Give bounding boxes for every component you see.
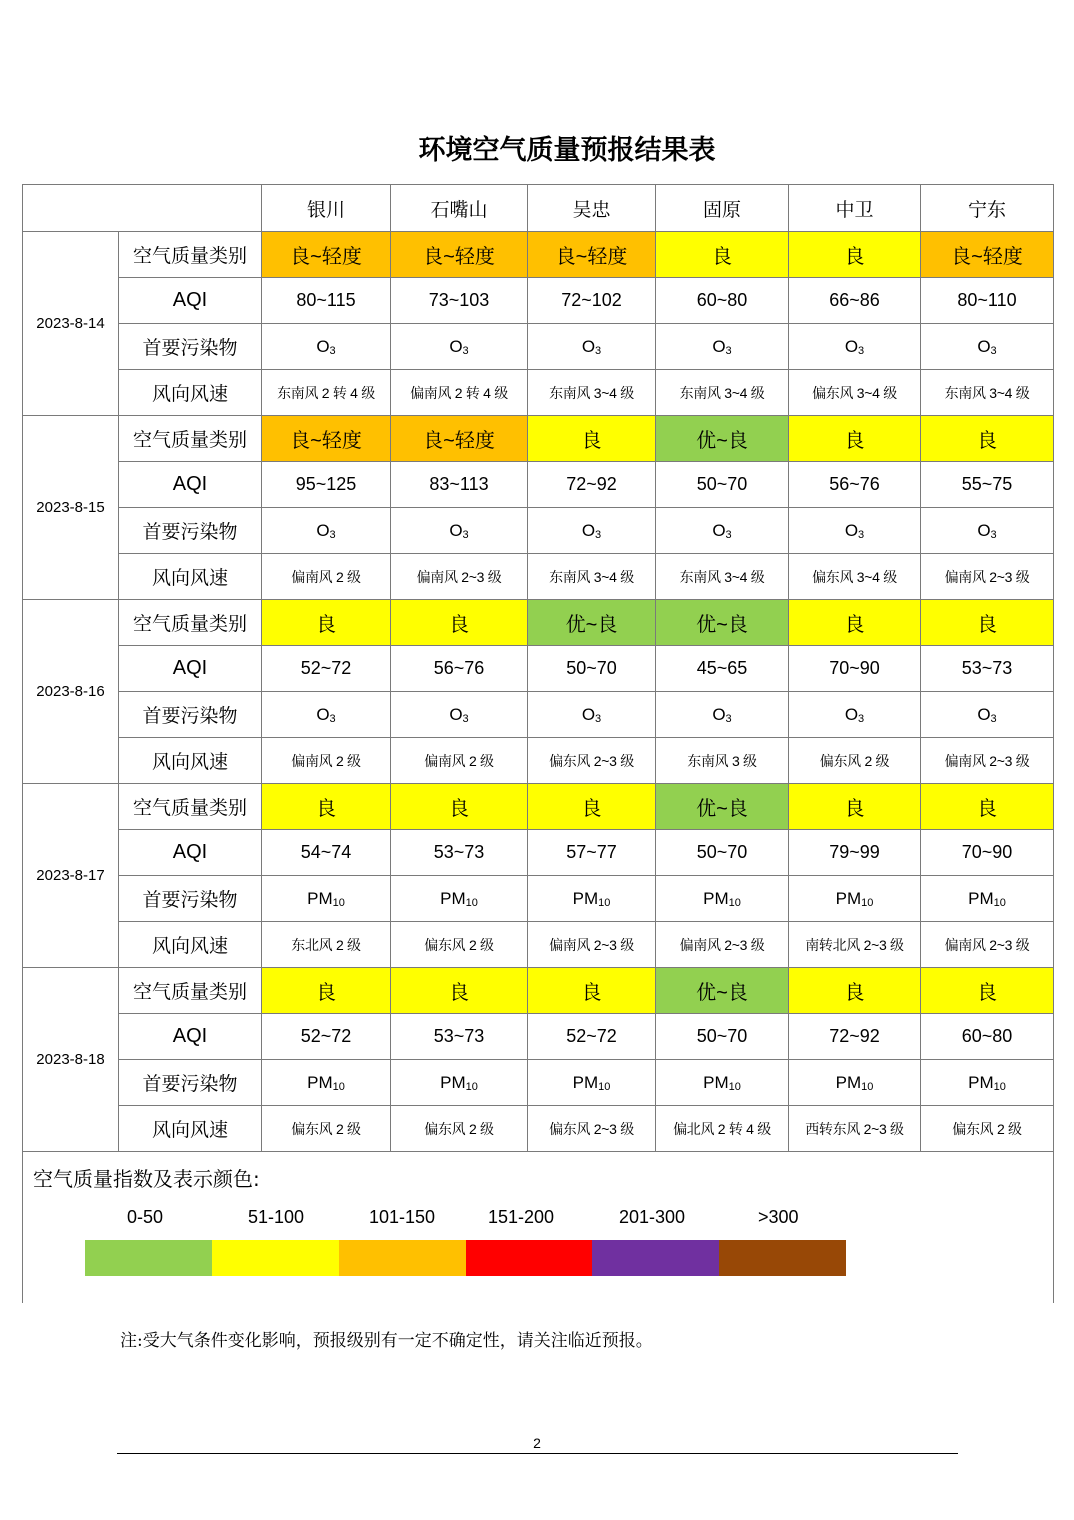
aqi-color-legend: [22, 1151, 1054, 1303]
legend-range-label: >300: [758, 1207, 799, 1227]
pollutant-subscript: 3: [462, 344, 469, 357]
pollutant-base: O: [581, 520, 596, 540]
table-row: [23, 1014, 1054, 1060]
metric-label: 风向风速: [119, 1106, 262, 1152]
city-header: 银川: [262, 185, 391, 232]
pollutant-subscript: 10: [598, 1080, 611, 1093]
legend-color-swatch: [592, 1240, 719, 1276]
pollutant-base: O: [316, 704, 330, 724]
wind-cell: 偏东风 3~4 级: [789, 370, 921, 416]
pollutant-cell: [656, 692, 789, 738]
pollutant-cell: [789, 324, 921, 370]
pollutant-cell: [528, 692, 656, 738]
aqi-cell: 45~65: [656, 646, 789, 692]
city-header: 石嘴山: [391, 185, 528, 232]
aqi-cell: 55~75: [921, 462, 1054, 508]
quality-cell: 优~良: [656, 784, 789, 830]
quality-cell: 良: [528, 784, 656, 830]
pollutant-cell: [262, 324, 391, 370]
pollutant-base: O: [977, 336, 991, 356]
quality-cell: 良: [262, 968, 391, 1014]
aqi-cell: 56~76: [789, 462, 921, 508]
aqi-cell: 60~80: [921, 1014, 1054, 1060]
wind-cell: 西转东风 2~3 级: [789, 1106, 921, 1152]
pollutant-subscript: 3: [990, 712, 997, 725]
pollutant-subscript: 3: [990, 344, 997, 357]
metric-label: 首要污染物: [119, 508, 262, 554]
quality-cell: 优~良: [656, 416, 789, 462]
pollutant-cell: [391, 692, 528, 738]
legend-range-label: 101-150: [369, 1207, 436, 1227]
table-row: [23, 416, 1054, 462]
pollutant-cell: [262, 692, 391, 738]
aqi-cell: 50~70: [656, 1014, 789, 1060]
table-row: [23, 1106, 1054, 1152]
pollutant-base: O: [712, 704, 726, 724]
pollutant-subscript: 3: [858, 344, 865, 357]
pollutant-cell: [391, 508, 528, 554]
pollutant-base: PM: [307, 888, 333, 908]
wind-cell: 偏南风 2 级: [262, 738, 391, 784]
pollutant-subscript: 3: [725, 528, 732, 541]
pollutant-cell: [528, 1060, 656, 1106]
aqi-cell: 60~80: [656, 278, 789, 324]
pollutant-cell: [262, 508, 391, 554]
pollutant-subscript: 3: [725, 712, 732, 725]
pollutant-subscript: 10: [993, 1080, 1006, 1093]
pollutant-base: PM: [968, 888, 994, 908]
quality-cell: 良~轻度: [528, 232, 656, 278]
aqi-cell: 53~73: [391, 830, 528, 876]
pollutant-subscript: 3: [329, 528, 336, 541]
aqi-cell: 83~113: [391, 462, 528, 508]
city-header: 中卫: [789, 185, 921, 232]
pollutant-subscript: 3: [990, 528, 997, 541]
table-row: [23, 784, 1054, 830]
date-cell: 2023-8-14: [23, 232, 119, 416]
wind-cell: 东南风 3~4 级: [528, 370, 656, 416]
pollutant-base: PM: [968, 1072, 994, 1092]
wind-cell: 偏南风 2~3 级: [391, 554, 528, 600]
pollutant-subscript: 10: [465, 896, 478, 909]
table-row: [23, 370, 1054, 416]
pollutant-subscript: 10: [598, 896, 611, 909]
wind-cell: 南转北风 2~3 级: [789, 922, 921, 968]
metric-label: AQI: [119, 462, 262, 508]
legend-color-swatch: [719, 1240, 846, 1276]
wind-cell: 偏南风 2 级: [262, 554, 391, 600]
metric-label: 空气质量类别: [119, 968, 262, 1014]
pollutant-base: PM: [572, 1072, 599, 1092]
pollutant-cell: [656, 1060, 789, 1106]
quality-cell: 良: [391, 784, 528, 830]
metric-label: AQI: [119, 278, 262, 324]
pollutant-base: O: [316, 520, 330, 540]
date-cell: 2023-8-16: [23, 600, 119, 784]
pollutant-base: O: [712, 336, 726, 356]
pollutant-cell: [391, 1060, 528, 1106]
wind-cell: 东南风 3~4 级: [528, 554, 656, 600]
corner-cell: [23, 185, 262, 232]
metric-label: 空气质量类别: [119, 416, 262, 462]
aqi-cell: 56~76: [391, 646, 528, 692]
wind-cell: 偏东风 2~3 级: [528, 738, 656, 784]
pollutant-base: O: [316, 336, 330, 356]
legend-range-label: 201-300: [619, 1207, 686, 1227]
pollutant-cell: [921, 876, 1054, 922]
pollutant-base: O: [844, 520, 859, 540]
pollutant-cell: [528, 324, 656, 370]
aqi-cell: 53~73: [921, 646, 1054, 692]
quality-cell: 良: [528, 416, 656, 462]
pollutant-cell: [528, 508, 656, 554]
wind-cell: 偏东风 3~4 级: [789, 554, 921, 600]
table-row: [23, 600, 1054, 646]
aqi-cell: 79~99: [789, 830, 921, 876]
quality-cell: 良: [656, 232, 789, 278]
pollutant-subscript: 10: [728, 1080, 741, 1093]
aqi-cell: 72~102: [528, 278, 656, 324]
quality-cell: 优~良: [656, 600, 789, 646]
wind-cell: 偏南风 2~3 级: [921, 554, 1054, 600]
quality-cell: 良: [921, 968, 1054, 1014]
pollutant-base: O: [977, 704, 991, 724]
table-row: [23, 278, 1054, 324]
pollutant-base: PM: [835, 888, 862, 908]
pollutant-base: PM: [835, 1072, 862, 1092]
table-row: [23, 922, 1054, 968]
quality-cell: 良~轻度: [262, 416, 391, 462]
quality-cell: 良: [528, 968, 656, 1014]
table-row: [23, 232, 1054, 278]
pollutant-base: PM: [703, 1072, 729, 1092]
pollutant-cell: [656, 324, 789, 370]
pollutant-cell: [262, 1060, 391, 1106]
pollutant-cell: [789, 692, 921, 738]
pollutant-base: O: [712, 520, 726, 540]
quality-cell: 良~轻度: [262, 232, 391, 278]
wind-cell: 偏南风 2 转 4 级: [391, 370, 528, 416]
pollutant-base: O: [581, 704, 596, 724]
pollutant-subscript: 3: [462, 712, 469, 725]
aqi-cell: 52~72: [262, 1014, 391, 1060]
wind-cell: 偏南风 2~3 级: [528, 922, 656, 968]
metric-label: 风向风速: [119, 554, 262, 600]
wind-cell: 偏东风 2 级: [391, 922, 528, 968]
city-header: 固原: [656, 185, 789, 232]
date-cell: 2023-8-17: [23, 784, 119, 968]
page-number: 2: [533, 1435, 541, 1451]
quality-cell: 良: [789, 968, 921, 1014]
aqi-cell: 57~77: [528, 830, 656, 876]
pollutant-base: O: [449, 336, 463, 356]
quality-cell: 良: [789, 600, 921, 646]
pollutant-subscript: 10: [332, 1080, 345, 1093]
metric-label: 首要污染物: [119, 324, 262, 370]
pollutant-cell: [789, 508, 921, 554]
metric-label: 空气质量类别: [119, 784, 262, 830]
quality-cell: 良: [789, 784, 921, 830]
city-header: 吴忠: [528, 185, 656, 232]
pollutant-subscript: 10: [728, 896, 741, 909]
metric-label: 首要污染物: [119, 1060, 262, 1106]
aqi-cell: 72~92: [528, 462, 656, 508]
wind-cell: 偏东风 2~3 级: [528, 1106, 656, 1152]
date-cell: 2023-8-15: [23, 416, 119, 600]
wind-cell: 偏东风 2 级: [921, 1106, 1054, 1152]
wind-cell: 偏东风 2 级: [391, 1106, 528, 1152]
aqi-cell: 50~70: [656, 462, 789, 508]
pollutant-base: PM: [703, 888, 729, 908]
aqi-cell: 50~70: [656, 830, 789, 876]
aqi-cell: 52~72: [528, 1014, 656, 1060]
aqi-cell: 80~110: [921, 278, 1054, 324]
legend-title: 空气质量指数及表示颜色:: [33, 1167, 260, 1191]
metric-label: 空气质量类别: [119, 600, 262, 646]
pollutant-base: O: [449, 704, 463, 724]
table-row: [23, 876, 1054, 922]
legend-color-swatch: [466, 1240, 593, 1276]
city-header: 宁东: [921, 185, 1054, 232]
quality-cell: 良~轻度: [391, 232, 528, 278]
table-row: [23, 738, 1054, 784]
wind-cell: 偏东风 2 级: [262, 1106, 391, 1152]
pollutant-cell: [656, 508, 789, 554]
pollutant-subscript: 3: [462, 528, 469, 541]
metric-label: 风向风速: [119, 370, 262, 416]
aqi-cell: 80~115: [262, 278, 391, 324]
pollutant-subscript: 10: [861, 896, 874, 909]
wind-cell: 东南风 3~4 级: [921, 370, 1054, 416]
pollutant-subscript: 10: [332, 896, 345, 909]
header-row: [23, 185, 1054, 232]
pollutant-subscript: 3: [595, 712, 602, 725]
table-row: [23, 1060, 1054, 1106]
aqi-cell: 70~90: [921, 830, 1054, 876]
pollutant-cell: [789, 876, 921, 922]
metric-label: AQI: [119, 646, 262, 692]
table-row: [23, 324, 1054, 370]
wind-cell: 偏东风 2 级: [789, 738, 921, 784]
table-row: [23, 692, 1054, 738]
pollutant-cell: [921, 692, 1054, 738]
quality-cell: 良: [262, 600, 391, 646]
aqi-cell: 54~74: [262, 830, 391, 876]
legend-range-label: 151-200: [488, 1207, 555, 1227]
quality-cell: 良: [921, 600, 1054, 646]
pollutant-base: O: [977, 520, 991, 540]
quality-cell: 良~轻度: [921, 232, 1054, 278]
wind-cell: 东南风 3~4 级: [656, 554, 789, 600]
aqi-cell: 66~86: [789, 278, 921, 324]
pollutant-cell: [656, 876, 789, 922]
metric-label: AQI: [119, 830, 262, 876]
pollutant-cell: [391, 324, 528, 370]
page-title: 环境空气质量预报结果表: [418, 135, 716, 166]
pollutant-cell: [921, 324, 1054, 370]
pollutant-base: O: [449, 520, 463, 540]
quality-cell: 良: [789, 232, 921, 278]
table-row: [23, 462, 1054, 508]
pollutant-subscript: 3: [329, 712, 336, 725]
aqi-cell: 73~103: [391, 278, 528, 324]
wind-cell: 东南风 3~4 级: [656, 370, 789, 416]
pollutant-cell: [921, 508, 1054, 554]
pollutant-base: PM: [440, 1072, 466, 1092]
legend-range-label: 51-100: [248, 1207, 305, 1227]
pollutant-subscript: 10: [993, 896, 1006, 909]
pollutant-cell: [789, 1060, 921, 1106]
quality-cell: 良~轻度: [391, 416, 528, 462]
aqi-cell: 95~125: [262, 462, 391, 508]
pollutant-base: O: [844, 704, 859, 724]
pollutant-base: PM: [440, 888, 466, 908]
pollutant-cell: [391, 876, 528, 922]
pollutant-cell: [528, 876, 656, 922]
wind-cell: 偏南风 2 级: [391, 738, 528, 784]
quality-cell: 良: [921, 416, 1054, 462]
metric-label: 风向风速: [119, 738, 262, 784]
metric-label: 首要污染物: [119, 876, 262, 922]
aqi-cell: 53~73: [391, 1014, 528, 1060]
quality-cell: 良: [789, 416, 921, 462]
aqi-cell: 70~90: [789, 646, 921, 692]
pollutant-base: PM: [307, 1072, 333, 1092]
pollutant-subscript: 10: [465, 1080, 478, 1093]
table-row: [23, 646, 1054, 692]
pollutant-base: PM: [572, 888, 599, 908]
quality-cell: 优~良: [656, 968, 789, 1014]
wind-cell: 东南风 3 级: [656, 738, 789, 784]
wind-cell: 东北风 2 级: [262, 922, 391, 968]
metric-label: 空气质量类别: [119, 232, 262, 278]
metric-label: 首要污染物: [119, 692, 262, 738]
quality-cell: 优~良: [528, 600, 656, 646]
metric-label: 风向风速: [119, 922, 262, 968]
forecast-note: 注:受大气条件变化影响，预报级别有一定不确定性，请关注临近预报。: [120, 1331, 653, 1351]
aqi-cell: 72~92: [789, 1014, 921, 1060]
pollutant-subscript: 3: [858, 528, 865, 541]
legend-range-label: 0-50: [127, 1207, 164, 1227]
footer-divider: [117, 1453, 958, 1454]
pollutant-subscript: 3: [329, 344, 336, 357]
table-row: [23, 508, 1054, 554]
quality-cell: 良: [921, 784, 1054, 830]
pollutant-subscript: 10: [861, 1080, 874, 1093]
aqi-cell: 52~72: [262, 646, 391, 692]
pollutant-base: O: [581, 336, 596, 356]
wind-cell: 偏南风 2~3 级: [656, 922, 789, 968]
pollutant-cell: [262, 876, 391, 922]
quality-cell: 良: [391, 600, 528, 646]
legend-color-swatch: [339, 1240, 466, 1276]
wind-cell: 偏南风 2~3 级: [921, 738, 1054, 784]
pollutant-base: O: [844, 336, 859, 356]
legend-color-swatch: [212, 1240, 339, 1276]
wind-cell: 东南风 2 转 4 级: [262, 370, 391, 416]
pollutant-subscript: 3: [595, 344, 602, 357]
forecast-table: [22, 184, 1054, 1152]
table-row: [23, 554, 1054, 600]
quality-cell: 良: [262, 784, 391, 830]
wind-cell: 偏南风 2~3 级: [921, 922, 1054, 968]
legend-color-swatch: [85, 1240, 212, 1276]
wind-cell: 偏北风 2 转 4 级: [656, 1106, 789, 1152]
aqi-cell: 50~70: [528, 646, 656, 692]
pollutant-subscript: 3: [595, 528, 602, 541]
pollutant-subscript: 3: [725, 344, 732, 357]
table-row: [23, 830, 1054, 876]
quality-cell: 良: [391, 968, 528, 1014]
metric-label: AQI: [119, 1014, 262, 1060]
date-cell: 2023-8-18: [23, 968, 119, 1152]
pollutant-subscript: 3: [858, 712, 865, 725]
table-row: [23, 968, 1054, 1014]
pollutant-cell: [921, 1060, 1054, 1106]
